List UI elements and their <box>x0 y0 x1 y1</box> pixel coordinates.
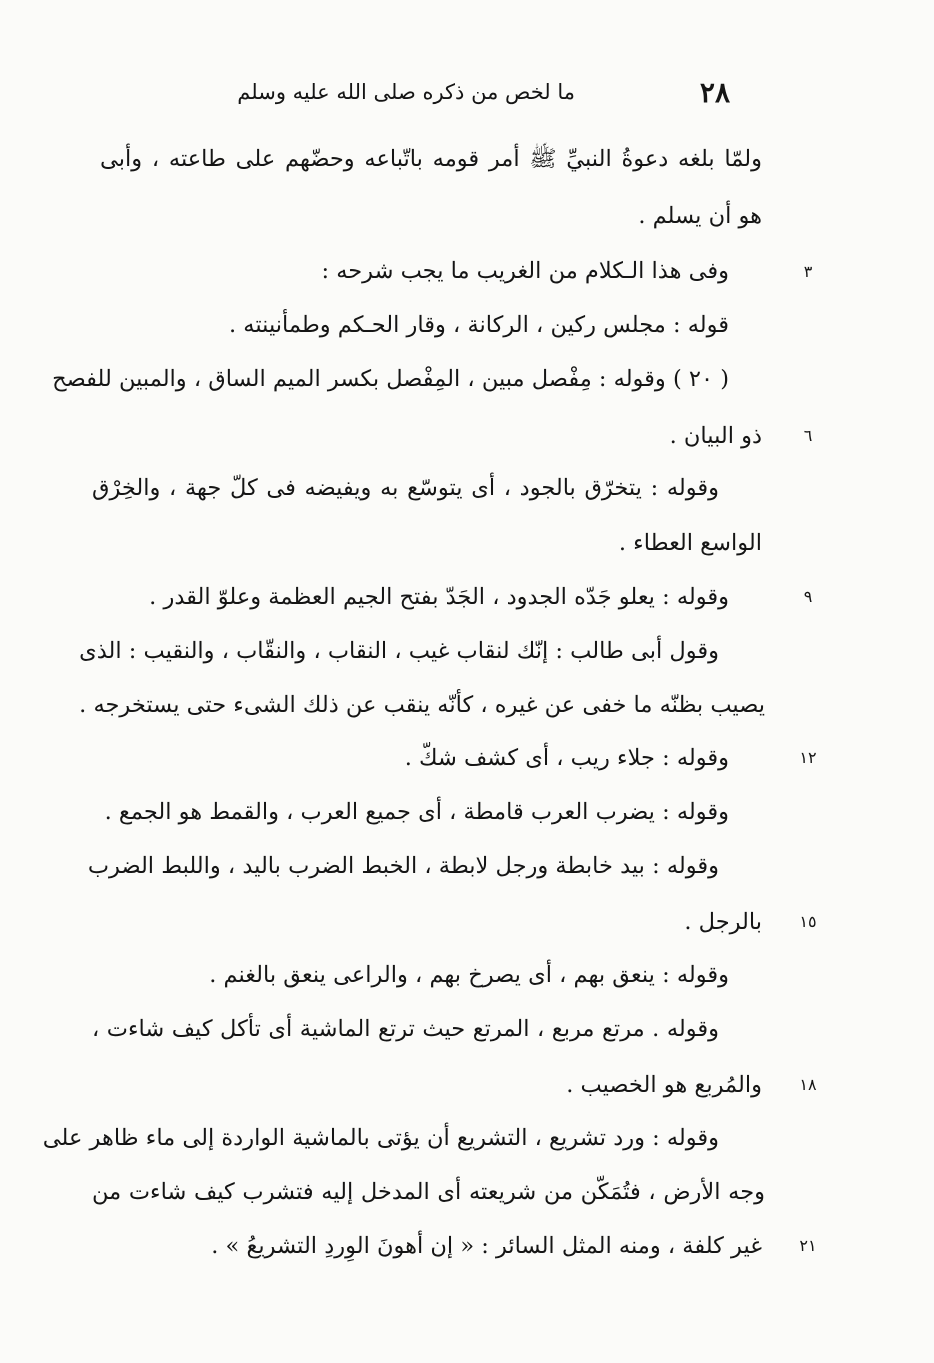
text-line: غير كلفة ، ومنه المثل السائر : « إن أهونَ الوِردِ التشريعُ » . <box>211 1233 762 1259</box>
page-header <box>150 76 750 110</box>
text-line: الواسع العطاء . <box>618 530 762 556</box>
line-number: ٢١ <box>799 1236 817 1255</box>
text-line: بالرجل . <box>684 909 762 935</box>
line-number: ١٥ <box>799 912 817 931</box>
text-line: وفى هذا الـكلام من الغريب ما يجب شرحه : <box>321 258 729 284</box>
text-line: قوله : مجلس ركين ، الركانة ، وقار الحـكم وطمأنينته . <box>229 312 729 338</box>
text-line: وقوله . مرتع مربع ، المرتع حيث ترتع الماشية أى تأكل كيف شاءت ، <box>92 1016 719 1042</box>
text-line: وقول أبى طالب : إنّك لنقاب غيب ، النقاب ، والنقّاب ، والنقيب : الذى <box>79 638 719 664</box>
text-line: ولمّا بلغه دعوةُ النبيِّ ﷺ أمر قومه باتّباعه وحضّهم على طاعته ، وأبى <box>100 146 762 172</box>
text-line: هو أن يسلم . <box>638 203 762 229</box>
line-number: ١٨ <box>799 1075 817 1094</box>
page-number: ٢٨ <box>699 76 730 109</box>
text-line: وقوله : يتخرّق بالجود ، أى يتوسّع به ويفيضه فى كلّ جهة ، والخِرْق <box>92 475 719 501</box>
line-number: ٣ <box>803 262 813 281</box>
text-line: وقوله : يضرب العرب قامطة ، أى جميع العرب ، والقمط هو الجمع . <box>104 799 729 825</box>
line-number: ٦ <box>803 426 813 445</box>
text-line: وقوله : يعلو جَدّه الجدود ، الجَدّ بفتح الجيم العظمة وعلوّ القدر . <box>149 584 729 610</box>
text-line: وجه الأرض ، فتُمَكّن من شريعته أى المدخل إليه فتشرب كيف شاءت من <box>92 1179 765 1205</box>
text-line: وقوله : ينعق بهم ، أى يصرخ بهم ، والراعى ينعق بالغنم . <box>209 962 729 988</box>
text-line: ( ٢٠ ) وقوله : مِفْصل مبين ، المِفْصل بكسر الميم الساق ، والمبين للفصح <box>52 366 729 392</box>
text-line: وقوله : جلاء ريب ، أى كشف شكّ . <box>404 745 729 771</box>
text-line: وقوله : بيد خابطة ورجل لابطة ، الخبط الضرب باليد ، واللبط الضرب <box>87 853 719 879</box>
text-line: يصيب بظنّه ما خفى عن غيره ، كأنّه ينقب عن ذلك الشىء حتى يستخرجه . <box>79 692 765 718</box>
text-line: وقوله : ورد تشريع ، التشريع أن يؤتى بالماشية الواردة إلى ماء ظاهر على <box>42 1125 719 1151</box>
line-number: ٩ <box>803 587 813 606</box>
text-line: والمُربع هو الخصيب . <box>566 1072 762 1098</box>
text-line: ذو البيان . <box>669 423 762 449</box>
line-number: ١٢ <box>799 748 817 767</box>
running-head: ما لخص من ذكره صلى الله عليه وسلم <box>237 80 575 104</box>
